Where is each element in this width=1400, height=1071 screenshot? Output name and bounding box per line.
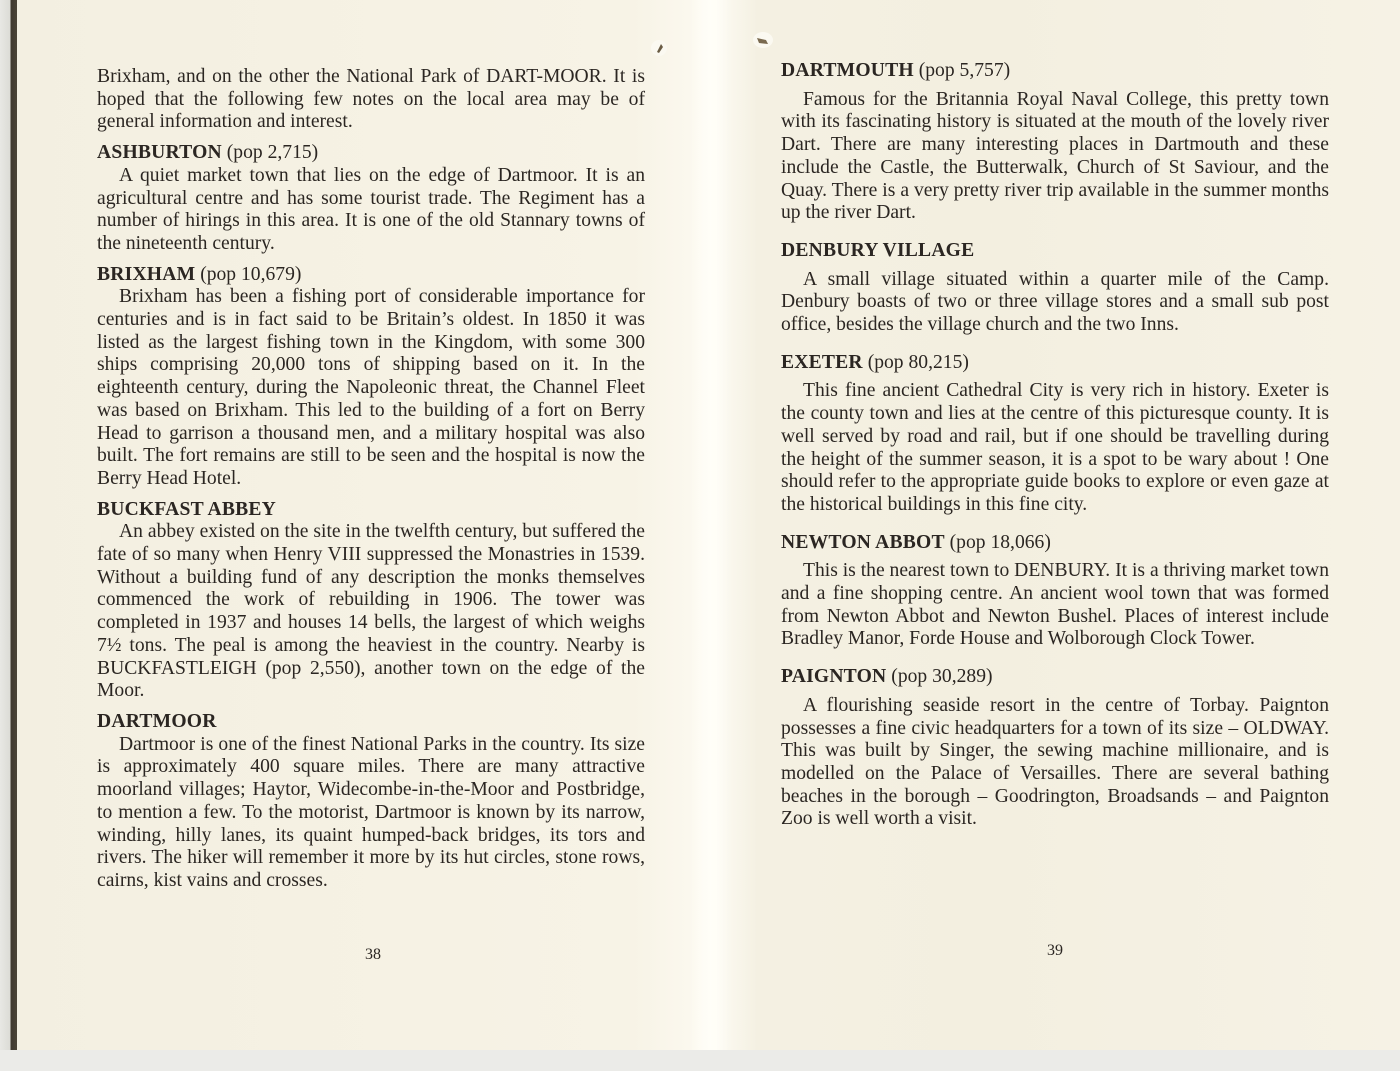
book-edge	[0, 0, 17, 1055]
section-title: DARTMOOR	[97, 710, 217, 732]
section-heading	[97, 711, 645, 734]
right-page-text	[781, 60, 1329, 831]
background-surface	[0, 1050, 1400, 1071]
page-number-left: 38	[365, 946, 381, 963]
population: (pop 80,215)	[867, 351, 969, 373]
section-body: A quiet market town that lies on the edge of Dartmoor. It is an agricultural centre and has some tourist trade. The Regiment has a number of hirings in this area. It is one of the old Stannary towns of the nineteenth century.	[97, 164, 645, 254]
section-body: This is the nearest town to DENBURY. It is a thriving market town and a fine shopping centre. An ancient wool town that was formed from Newton Abbot and Newton Bushel. Places of interest include Bradley Manor, Forde House and Wolborough Clock Tower.	[781, 560, 1329, 650]
section-title: DENBURY VILLAGE	[781, 239, 975, 261]
section-heading	[781, 666, 1329, 689]
section-ashburton	[97, 142, 645, 256]
section-body: A flourishing seaside resort in the centre of Torbay. Paignton possesses a fine civic headquarters for a town of its size – OLDWAY. This was built by Singer, the sewing machine millionaire, and is modelled on the Palace of Versailles. There are several bathing beaches in the borough – Goodrington, Broadsands – and Paignton Zoo is well worth a visit.	[781, 694, 1329, 830]
population: (pop 10,679)	[200, 263, 302, 285]
section-title: BUCKFAST ABBEY	[97, 498, 277, 520]
section-dartmoor	[97, 711, 645, 893]
section-heading	[781, 60, 1329, 83]
section-heading	[97, 142, 645, 165]
section-newton-abbot	[781, 532, 1329, 652]
population: (pop 5,757)	[918, 60, 1011, 81]
section-exeter	[781, 352, 1329, 517]
population: (pop 2,715)	[226, 142, 319, 164]
section-paignton	[781, 666, 1329, 831]
section-brixham	[97, 264, 645, 491]
section-title: BRIXHAM	[97, 263, 196, 285]
left-page-text	[97, 66, 645, 893]
section-buckfast-abbey	[97, 499, 645, 703]
section-heading	[781, 240, 1329, 263]
population: (pop 18,066)	[949, 531, 1051, 553]
section-denbury-village	[781, 240, 1329, 337]
section-title: PAIGNTON	[781, 666, 887, 688]
population: (pop 30,289)	[891, 666, 993, 688]
intro-paragraph: Brixham, and on the other the National Park of DART-MOOR. It is hoped that the following few notes on the local area may be of general information and interest.	[97, 66, 645, 133]
section-heading	[781, 532, 1329, 555]
section-title: NEWTON ABBOT	[781, 531, 945, 553]
section-body: An abbey existed on the site in the twelfth century, but suffered the fate of so many when Henry VIII suppressed the Monastries in 1539. Without a building fund of any description the monks themselves commenced the work of rebuilding in 1906. The tower was completed in 1937 and houses 14 bells, the largest of which weighs 7½ tons. The peal is among the heaviest in the country. Nearby is BUCKFASTLEIGH (pop 2,550), another town on the edge of the Moor.	[97, 521, 645, 702]
section-heading	[97, 264, 645, 287]
section-dartmouth	[781, 60, 1329, 225]
section-body: A small village situated within a quarter mile of the Camp. Denbury boasts of two or three village stores and a small sub post office, besides the village church and the two Inns.	[781, 268, 1329, 336]
page-number-right: 39	[1047, 942, 1063, 959]
section-title: EXETER	[781, 351, 863, 373]
section-title: ASHBURTON	[97, 142, 222, 164]
section-body: Brixham has been a fishing port of considerable importance for centuries and is in fact said to be Britain’s oldest. In 1850 it was listed as the largest fishing town in the Kingdom, with some 300 ships comprising 20,000 tons of shipping based on it. In the eighteenth century, during the Napoleonic threat, the Channel Fleet was based on Brixham. This led to the building of a fort on Berry Head to garrison a thousand men, and a military hospital was also built. The fort remains are still to be seen and the hospital is now the Berry Head Hotel.	[97, 286, 645, 489]
book-gutter	[690, 0, 730, 1050]
staple-hole-icon	[752, 30, 774, 50]
staple-hole-icon	[650, 38, 668, 58]
section-body: Famous for the Britannia Royal Naval College, this pretty town with its fascinating history is situated at the mouth of the lovely river Dart. There are many interesting places in Dartmouth and these include the Castle, the Butterwalk, Church of St Saviour, and the Quay. There is a very pretty river trip available in the summer months up the river Dart.	[781, 88, 1329, 224]
section-heading	[97, 499, 645, 522]
section-body: Dartmoor is one of the finest National Parks in the country. Its size is approximately 400 square miles. There are many attractive moorland villages; Haytor, Widecombe-in-the-Moor and Postbridge, to mention a few. To the motorist, Dartmoor is known by its narrow, winding, hilly lanes, its quaint humped-back bridges, its tors and rivers. The hiker will remember it more by its hut circles, stone rows, cairns, kist vains and crosses.	[97, 733, 645, 891]
section-title: DARTMOUTH	[781, 60, 914, 81]
section-heading	[781, 352, 1329, 375]
section-body: This fine ancient Cathedral City is very rich in history. Exeter is the county town and lies at the centre of this picturesque county. It is well served by road and rail, but if one should be travelling during the height of the summer season, it is a spot to be wary about ! One should refer to the appropriate guide books to explore or even gaze at the historical buildings in this fine city.	[781, 380, 1329, 515]
